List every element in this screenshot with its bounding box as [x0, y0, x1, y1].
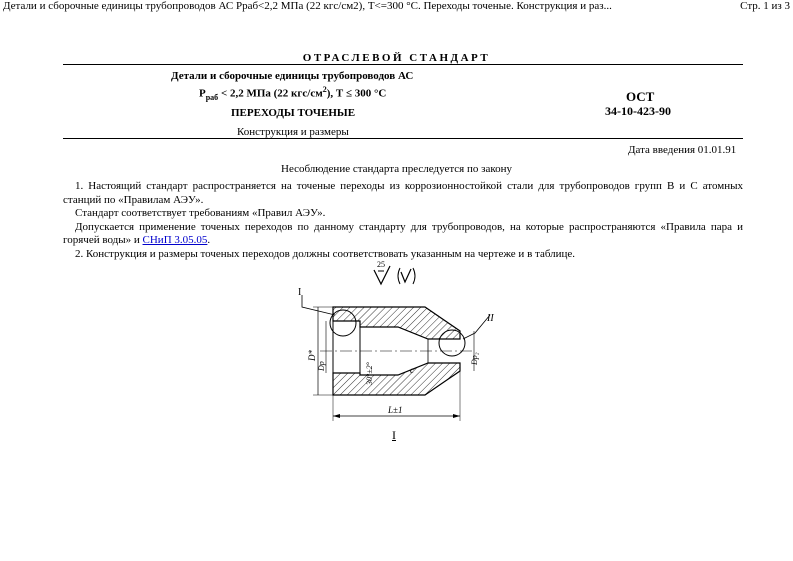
snip-link[interactable]: СНиП 3.05.05	[142, 234, 208, 246]
callout-1-label: I	[298, 287, 302, 298]
label-dp2: Dp₂	[470, 352, 479, 365]
header-page-number: Стр. 1 из 3	[740, 0, 790, 12]
date-introduced: Дата введения 01.01.91	[628, 144, 737, 156]
reducer-drawing	[280, 285, 510, 425]
bottom-wall-section	[333, 363, 460, 395]
paragraph-3	[63, 221, 743, 248]
pressure-text: < 2,2 МПа (22 кгс/см	[218, 87, 323, 100]
temperature-text: ), Т ≤ 300 °С	[326, 87, 387, 100]
doc-title-line2	[199, 85, 386, 102]
doc-title-line1: Детали и сборочные единицы трубопроводов АС	[171, 70, 414, 82]
paragraph-3-text: Допускается применение точеных переходов по данному стандарту для трубопроводов, на которые распространяются «Правила пара и горячей воды» и	[63, 220, 743, 246]
law-notice: Несоблюдение стандарта преследуется по закону	[281, 163, 512, 175]
ost-label: ОСТ	[626, 89, 655, 104]
label-d: D*	[307, 350, 317, 361]
doc-subtitle2: Конструкция и размеры	[237, 126, 349, 138]
label-c: c	[410, 365, 414, 375]
paragraph-1: 1. Настоящий стандарт распространяется на точеные переходы из коррозионностойкой стали для трубопроводов групп В и С атомных станций по «Правилам АЭУ».	[63, 180, 743, 206]
top-rule	[63, 64, 743, 65]
roughness-value: 25	[377, 260, 385, 269]
header-title: Детали и сборочные единицы трубопроводов АС Рраб<2,2 МПа (22 кгс/см2), Т<=300 °С. Переходы точеные. Конструкция и раз...	[3, 0, 612, 12]
figure-caption: I	[392, 428, 396, 442]
body-text	[63, 180, 743, 261]
units-superscript: 2	[322, 85, 327, 94]
doc-subtitle: ПЕРЕХОДЫ ТОЧЕНЫЕ	[231, 107, 356, 119]
paragraph-2: Стандарт соответствует требованиям «Правил АЭУ».	[75, 207, 326, 219]
callout-2-label: II	[487, 313, 494, 324]
paragraph-3-end: .	[207, 234, 211, 246]
pressure-subscript: раб	[205, 92, 219, 102]
top-wall-section	[333, 307, 460, 339]
roughness-symbol	[370, 258, 420, 288]
label-length: L±1	[388, 405, 403, 415]
standard-type: ОТРАСЛЕВОЙ СТАНДАРТ	[302, 52, 491, 64]
label-angle: 30°±2°	[365, 362, 374, 385]
label-dp: Dp	[317, 361, 326, 371]
ost-number: 34-10-423-90	[605, 104, 671, 118]
title-block-rule	[63, 138, 743, 139]
paragraph-4: 2. Конструкция и размеры точеных переходов должны соответствовать указанным на чертеже и в таблице.	[75, 247, 576, 260]
pressure-symbol: Р	[199, 87, 206, 100]
